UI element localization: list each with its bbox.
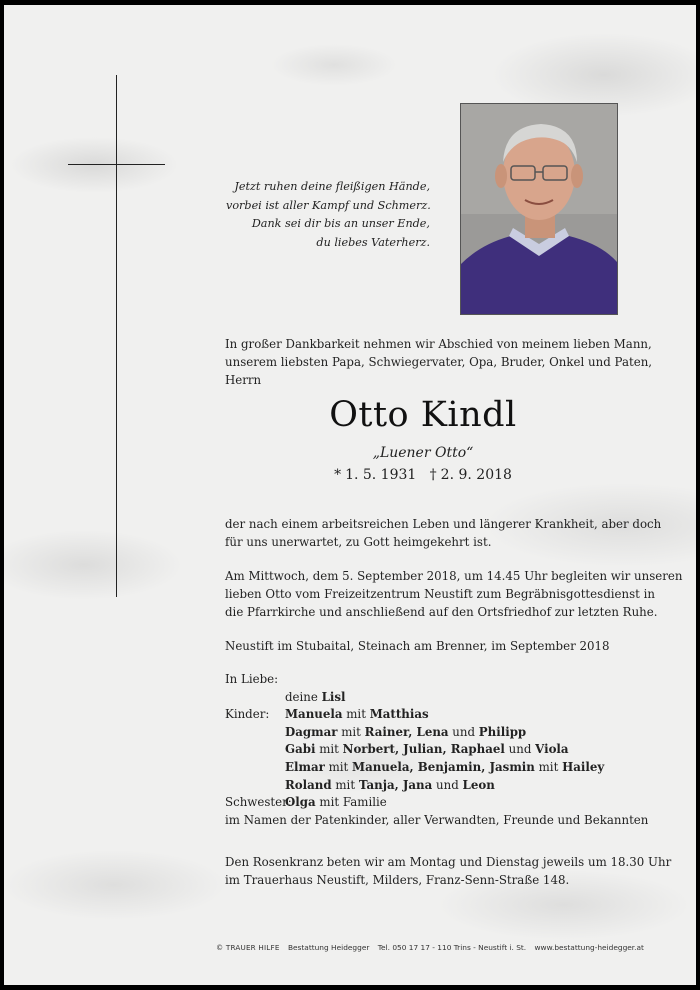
list-item — [225, 759, 648, 777]
verse-line: du liebes Vaterherz. — [316, 235, 430, 249]
sister-name: Olga — [285, 795, 316, 810]
child-name: Elmar — [285, 759, 325, 774]
life-dates — [225, 467, 621, 483]
cross-symbol: † — [429, 467, 437, 483]
family-names: Viola — [535, 742, 569, 757]
paragraph-line: die Pfarrkirche und anschließend auf den Ortsfriedhof zur letzten Ruhe. — [225, 604, 658, 619]
company-name: Bestattung Heidegger — [287, 943, 370, 952]
funeral-details-paragraph — [225, 568, 683, 621]
contact-info: Tel. 050 17 17 - 110 Trins - Neustift i. St. — [377, 943, 527, 952]
list-item — [225, 724, 648, 742]
family-names: Rainer, Lena — [364, 724, 449, 739]
list-item — [225, 812, 648, 830]
wife-name: Lisl — [321, 689, 346, 704]
family-names: Matthias — [369, 707, 429, 722]
family-names: Norbert, Julian, Raphael — [342, 742, 505, 757]
paragraph-line: lieben Otto vom Freizeitzentrum Neustift zum Begräbnisgottesdienst in — [225, 586, 656, 601]
paragraph-line: Am Mittwoch, dem 5. September 2018, um 14.45 Uhr begleiten wir unseren — [225, 569, 683, 583]
place-date: Neustift im Stubaital, Steinach am Brenner, im September 2018 — [225, 639, 610, 653]
others-line: im Namen der Patenkinder, aller Verwandten, Freunde und Bekannten — [225, 812, 649, 827]
wife-prefix: deine — [285, 689, 318, 704]
intro-line: In großer Dankbarkeit nehmen wir Abschied von meinem lieben Mann, — [225, 337, 652, 351]
intro-line: unserem liebsten Papa, Schwiegervater, Opa, Bruder, Onkel und Paten, — [225, 354, 653, 369]
connector: und — [436, 777, 459, 792]
paragraph-line: im Trauerhaus Neustift, Milders, Franz-Senn-Straße 148. — [225, 872, 570, 887]
connector: mit — [538, 759, 559, 774]
child-name: Gabi — [285, 742, 316, 757]
family-names: Hailey — [562, 759, 605, 774]
cross-horizontal-bar — [68, 164, 165, 165]
paragraph-line: für uns unerwartet, zu Gott heimgekehrt ist. — [225, 534, 492, 549]
website-link[interactable]: www.bestattung-heidegger.at — [534, 943, 644, 952]
mourners-heading-row — [225, 671, 648, 689]
birth-date: 1. 5. 1931 — [345, 467, 417, 483]
connector: mit — [328, 759, 349, 774]
death-notice-paragraph — [225, 516, 662, 552]
obituary-page — [4, 5, 696, 985]
verse-line: vorbei ist aller Kampf und Schmerz. — [226, 198, 431, 212]
list-item — [225, 706, 648, 724]
intro-text — [225, 336, 653, 389]
rosary-paragraph — [225, 854, 672, 890]
list-item — [225, 689, 648, 707]
connector: mit — [319, 742, 339, 757]
connector: und — [508, 742, 532, 757]
child-name: Dagmar — [285, 724, 338, 739]
footer — [216, 943, 644, 952]
portrait-illustration — [461, 104, 617, 314]
list-item — [225, 777, 648, 795]
connector: mit — [341, 724, 361, 739]
cross-vertical-bar — [116, 75, 117, 597]
list-item — [225, 794, 648, 812]
paragraph-line: der nach einem arbeitsreichen Leben und längerer Krankheit, aber doch — [225, 517, 662, 531]
family-names: Leon — [462, 777, 495, 792]
deceased-name: Otto Kindl — [329, 395, 517, 435]
paragraph-line: Den Rosenkranz beten wir am Montag und Dienstag jeweils um 18.30 Uhr — [225, 855, 672, 869]
connector: mit — [346, 707, 366, 722]
connector: mit — [335, 777, 356, 792]
death-date: 2. 9. 2018 — [440, 467, 512, 483]
verse-line: Dank sei dir bis an unser Ende, — [251, 217, 430, 231]
trauerhilfe-logo: © TRAUER HILFE — [216, 943, 280, 952]
child-name: Manuela — [285, 707, 343, 722]
family-names: Tanja, Jana — [358, 777, 433, 792]
deceased-nickname: „Luener Otto“ — [372, 445, 474, 461]
verse-line: Jetzt ruhen deine fleißigen Hände, — [234, 180, 430, 193]
sister-family: mit Familie — [319, 795, 387, 810]
memorial-verse — [226, 178, 430, 252]
sister-label: Schwester: — [225, 795, 292, 810]
list-item — [225, 741, 648, 759]
mourners-list — [225, 671, 648, 829]
children-label: Kinder: — [225, 707, 270, 722]
place-date-line — [225, 638, 621, 656]
intro-line: Herrn — [225, 372, 262, 387]
mourners-heading: In Liebe: — [225, 672, 279, 686]
portrait-photo — [460, 103, 618, 315]
connector: und — [452, 724, 476, 739]
family-names: Manuela, Benjamin, Jasmin — [352, 759, 535, 774]
born-symbol: * — [334, 467, 342, 483]
child-name: Roland — [285, 777, 332, 792]
family-names: Philipp — [478, 724, 527, 739]
